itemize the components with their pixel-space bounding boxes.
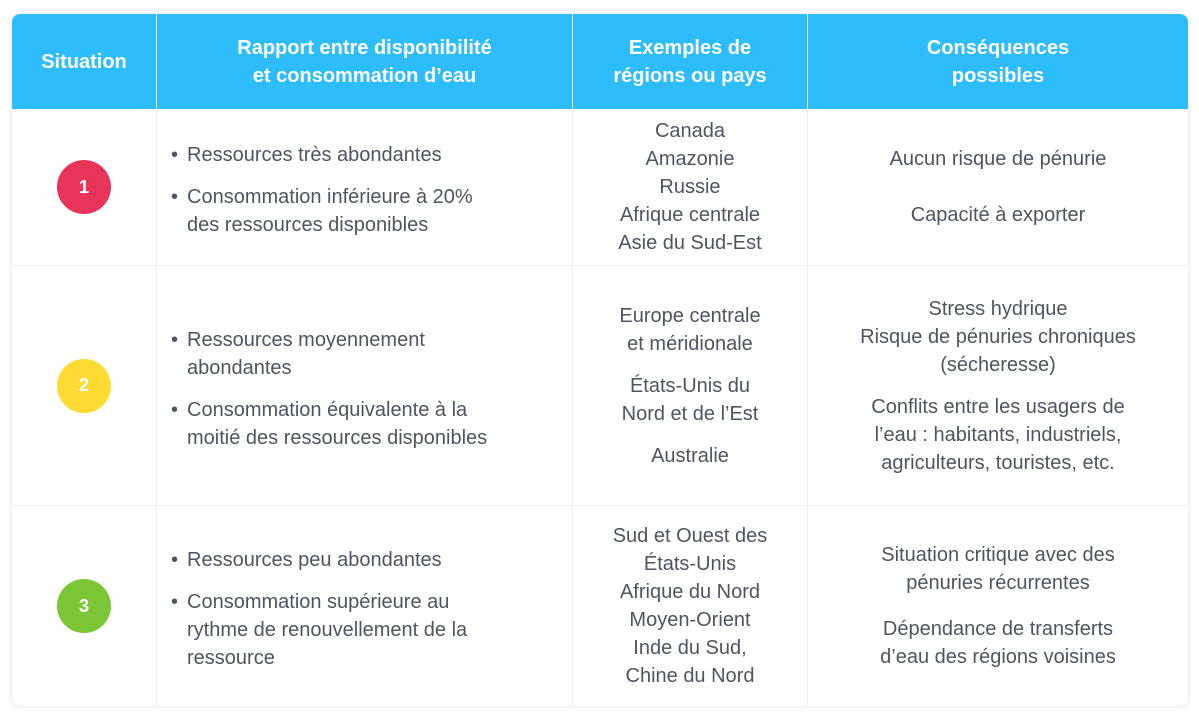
consequence-text: Dépendance de transferts bbox=[882, 618, 1114, 640]
consequence-text: Capacité à exporter bbox=[910, 204, 1086, 226]
region-text: Afrique centrale bbox=[619, 204, 761, 226]
header-ratio bbox=[157, 14, 573, 109]
ratio-list bbox=[157, 540, 467, 672]
consequence-text: agriculteurs, touristes, etc. bbox=[881, 451, 1115, 474]
region-text: Canada bbox=[654, 120, 726, 142]
region-text: Russie bbox=[659, 176, 721, 198]
region-text: et méridionale bbox=[627, 332, 753, 355]
region-text: Asie du Sud-Est bbox=[618, 232, 762, 254]
header-consequences-line: possibles bbox=[951, 64, 1045, 87]
situation-cell bbox=[12, 109, 157, 265]
region-text: Moyen-Orient bbox=[629, 609, 751, 631]
ratio-list bbox=[157, 320, 487, 452]
region-text: Nord et de l’Est bbox=[621, 402, 759, 425]
consequence-text: Situation critique avec des bbox=[881, 544, 1115, 566]
list-item: • Ressources moyennement abondantes bbox=[171, 326, 487, 382]
consequence-text: pénuries récurrentes bbox=[906, 572, 1090, 594]
table-row bbox=[12, 109, 1188, 266]
consequence-text: Conflits entre les usagers de bbox=[871, 395, 1125, 418]
consequence-text: Stress hydrique bbox=[928, 297, 1068, 320]
situation-cell bbox=[12, 266, 157, 505]
consequences-cell bbox=[808, 109, 1188, 265]
table-header bbox=[12, 14, 1188, 109]
situation-badge: 3 bbox=[57, 579, 111, 633]
region-text: États-Unis du bbox=[629, 374, 751, 397]
region-text: Australie bbox=[651, 444, 729, 467]
regions-cell bbox=[573, 506, 808, 706]
list-item: • Ressources très abondantes bbox=[171, 141, 473, 169]
region-text: États-Unis bbox=[643, 553, 737, 575]
region-text: Amazonie bbox=[645, 148, 735, 170]
header-situation bbox=[12, 14, 157, 109]
region-text: Europe centrale bbox=[619, 304, 761, 327]
consequence-text: Risque de pénuries chroniques bbox=[860, 325, 1136, 348]
header-ratio-line: et consommation d’eau bbox=[252, 64, 477, 87]
header-regions-line: Exemples de bbox=[628, 36, 752, 59]
header-consequences bbox=[808, 14, 1188, 109]
header-situation-text: Situation bbox=[41, 50, 127, 73]
region-text: Sud et Ouest des bbox=[612, 525, 768, 547]
region-text: Chine du Nord bbox=[625, 665, 755, 687]
consequence-text: l’eau : habitants, industriels, bbox=[874, 423, 1122, 446]
situation-badge: 1 bbox=[57, 160, 111, 214]
consequence-text: d’eau des régions voisines bbox=[880, 646, 1116, 668]
list-item: • Consommation équivalente à la moitié des ressources disponibles bbox=[171, 396, 487, 452]
region-text: Afrique du Nord bbox=[619, 581, 761, 603]
ratio-cell bbox=[157, 506, 573, 706]
regions-cell bbox=[573, 266, 808, 505]
header-regions bbox=[573, 14, 808, 109]
consequences-cell bbox=[808, 266, 1188, 505]
region-text: Inde du Sud, bbox=[633, 637, 747, 659]
header-ratio-line: Rapport entre disponibilité bbox=[237, 36, 492, 59]
regions-cell bbox=[573, 109, 808, 265]
header-regions-line: régions ou pays bbox=[613, 64, 767, 87]
header-consequences-line: Conséquences bbox=[926, 36, 1070, 59]
consequences-cell bbox=[808, 506, 1188, 706]
table-row bbox=[12, 506, 1188, 706]
ratio-list bbox=[157, 135, 473, 239]
consequence-text: (sécheresse) bbox=[940, 353, 1056, 376]
ratio-cell bbox=[157, 109, 573, 265]
table-row bbox=[12, 266, 1188, 506]
situation-cell bbox=[12, 506, 157, 706]
ratio-cell bbox=[157, 266, 573, 505]
list-item: • Consommation supérieure au rythme de renouvellement de la ressource bbox=[171, 588, 467, 672]
list-item: • Consommation inférieure à 20% des ressources disponibles bbox=[171, 183, 473, 239]
water-situation-table bbox=[12, 14, 1188, 706]
consequence-text: Aucun risque de pénurie bbox=[889, 148, 1107, 170]
situation-badge: 2 bbox=[57, 359, 111, 413]
list-item: • Ressources peu abondantes bbox=[171, 546, 467, 574]
